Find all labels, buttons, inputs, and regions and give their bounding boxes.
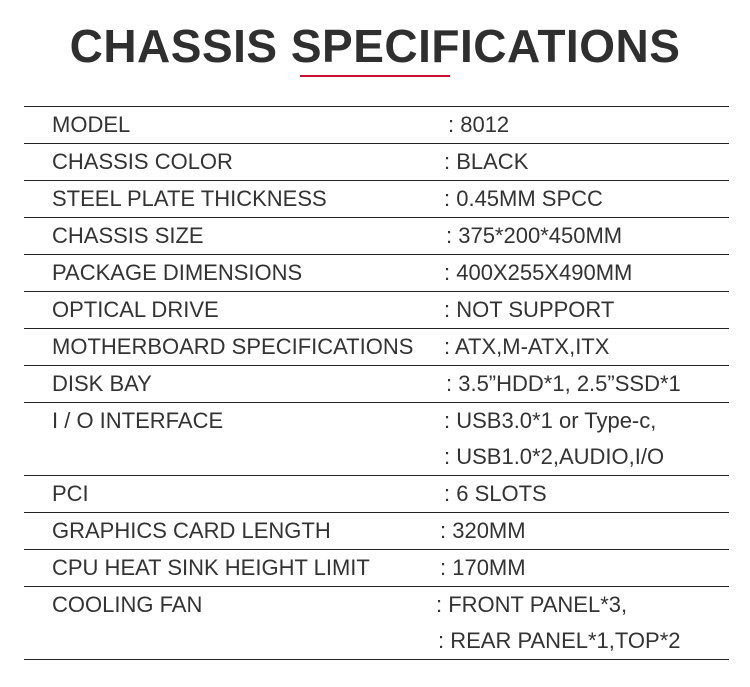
spec-label: CHASSIS SIZE (52, 223, 204, 248)
spec-value: : 375*200*450MM (446, 223, 623, 248)
spec-value: : NOT SUPPORT (444, 297, 615, 322)
spec-row-model (24, 106, 729, 143)
spec-label: OPTICAL DRIVE (52, 297, 219, 322)
title-underline (300, 75, 450, 77)
spec-row-io-interface (24, 402, 729, 475)
spec-row-motherboard (24, 328, 729, 365)
spec-value: : 170MM (440, 555, 526, 580)
spec-value: : 3.5”HDD*1, 2.5”SSD*1 (446, 371, 681, 396)
spec-value: : USB1.0*2,AUDIO,I/O (444, 444, 665, 469)
spec-label: I / O INTERFACE (52, 408, 224, 433)
spec-table (24, 106, 729, 660)
spec-row-chassis-color (24, 143, 729, 180)
spec-label: PACKAGE DIMENSIONS (52, 260, 303, 285)
spec-label: DISK BAY (52, 371, 152, 396)
spec-row-package-dimensions (24, 254, 729, 291)
spec-value: : 8012 (448, 112, 510, 137)
spec-row-cpu-heatsink (24, 549, 729, 586)
spec-row-optical-drive (24, 291, 729, 328)
spec-row-chassis-size (24, 217, 729, 254)
spec-value: : 320MM (440, 518, 526, 543)
spec-row-pci (24, 475, 729, 512)
spec-row-disk-bay (24, 365, 729, 402)
spec-value: : REAR PANEL*1,TOP*2 (438, 628, 681, 653)
spec-value: : BLACK (444, 149, 529, 174)
spec-label: CHASSIS COLOR (52, 149, 233, 174)
spec-row-graphics-card (24, 512, 729, 549)
spec-label: GRAPHICS CARD LENGTH (52, 518, 331, 543)
spec-value: : ATX,M-ATX,ITX (444, 334, 610, 359)
spec-value: : 400X255X490MM (444, 260, 633, 285)
spec-label: CPU HEAT SINK HEIGHT LIMIT (52, 555, 370, 580)
spec-value: : USB3.0*1 or Type-c, (444, 408, 657, 433)
spec-row-cooling-fan (24, 586, 729, 660)
spec-value: : 0.45MM SPCC (444, 186, 603, 211)
spec-label: MODEL (52, 112, 131, 137)
spec-value: : FRONT PANEL*3, (436, 592, 628, 617)
page-title: CHASSIS SPECIFICATIONS (69, 20, 681, 72)
spec-label: MOTHERBOARD SPECIFICATIONS (52, 334, 414, 359)
spec-label: STEEL PLATE THICKNESS (52, 186, 327, 211)
spec-value: : 6 SLOTS (444, 481, 547, 506)
spec-row-steel-thickness (24, 180, 729, 217)
spec-label: PCI (52, 481, 89, 506)
spec-label: COOLING FAN (52, 592, 203, 617)
